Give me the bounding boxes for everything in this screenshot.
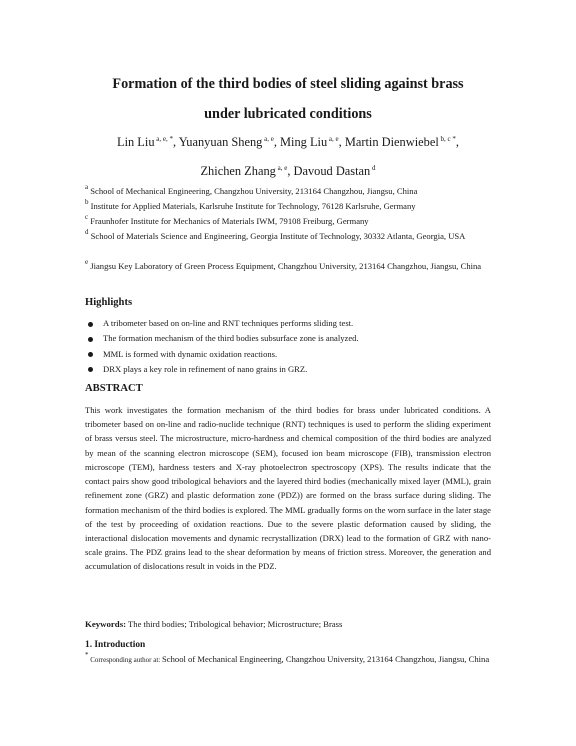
author-affil-mark: a, e	[275, 164, 288, 172]
author-name: Zhichen Zhang	[200, 164, 276, 178]
highlights-heading: Highlights	[85, 297, 133, 308]
author-name: , Davoud Dastan	[287, 164, 371, 178]
affiliation-e: $^e$ Jiangsu Key Laboratory of Green Process Equipment, Changzhou University, 213164 Changzhou, Jiangsu, China	[85, 258, 482, 271]
list-item: MML is formed with dynamic oxidation reactions.	[88, 349, 508, 364]
footnote-mark: *	[85, 651, 89, 659]
author-affil-mark: a, e	[327, 135, 339, 143]
affiliation-c: $^c$ Fraunhofer Institute for Mechanics of Materials IWM, 79108 Freiburg, Germany	[85, 213, 369, 226]
list-item: The formation mechanism of the third bodies subsurface zone is analyzed.	[88, 333, 508, 348]
keywords-label: Keywords:	[85, 619, 127, 629]
abstract-heading: ABSTRACT	[85, 383, 143, 394]
author-name: , Martin Dienwiebel	[338, 135, 439, 149]
paper-title-line-2: under lubricated conditions	[204, 106, 372, 122]
footnote-lead: Corresponding author at:	[88, 656, 162, 664]
author-name: , Yuanyuan Sheng	[172, 135, 263, 149]
bullet-icon	[88, 352, 93, 357]
bullet-icon	[88, 367, 93, 372]
author-affil-mark: a, e	[262, 135, 274, 143]
author-name: Lin Liu	[117, 135, 155, 149]
affiliation-b: $^b$ Institute for Applied Materials, Karlsruhe Institute for Technology, 76128 Karlsruhe, Germany	[85, 198, 416, 211]
list-item: A tribometer based on on-line and RNT techniques performs sliding test.	[88, 318, 508, 333]
affiliation-a: $^a$ School of Mechanical Engineering, Changzhou University, 213164 Changzhou, Jiangsu, China	[85, 183, 418, 196]
keywords-text: The third bodies; Tribological behavior; Microstructure; Brass	[126, 619, 343, 629]
author-affil-mark: d	[370, 164, 376, 172]
section-heading-introduction: 1. Introduction	[85, 640, 146, 650]
author-affil-mark: a, e, *	[154, 135, 173, 143]
paper-title-line-1: Formation of the third bodies of steel sliding against brass	[112, 76, 464, 92]
author-line-1	[40, 135, 536, 150]
footnote-text: School of Mechanical Engineering, Changzhou University, 213164 Changzhou, Jiangsu, China	[162, 654, 490, 664]
affiliation-d: $^d$ School of Materials Science and Engineering, Georgia Institute of Technology, 30332 Atlanta, Georgia, USA	[85, 228, 466, 241]
keywords	[85, 619, 491, 629]
abstract-body: This work investigates the formation mechanism of the third bodies for brass under lubricated conditions. A tribometer based on on-line and radio-nuclide technique (RNT) techniques is used to perform the sliding experiment of brass versus steel. The microstructure, micro-hardness and chemical composition of the third bodies are analyzed by mean of the scanning electron microscope (SEM), focused ion beam microscope (FIB), transmission electron microscope (TEM), hardness testers and X-ray photoelectron spectroscopy (XPS). The results indicate that the contact pairs show good tribological behaviors and the layered third bodies (mechanically mixed layer (MML), grain refinement zone (GRZ) and plastic deformation zone (PDZ)) are formed on the brass surface during sliding. The formation mechanism of the third bodies is explored. The MML gradually forms on the worn surface in the later stage of the test by proceeding of oxidation reactions. Due to the severe plastic deformation caused by sliding, the interactional dislocation movements and dynamic recrystallization (DRX) lead to the formation of GRZ with nano-scale grains. The PDZ grains lead to the shear deformation by means of friction stress. Moreover, the generation and accumulation of dislocations result in voids in the PDZ.	[85, 405, 491, 572]
author-name: , Ming Liu	[273, 135, 328, 149]
author-line-2	[40, 164, 536, 179]
highlights-list	[88, 318, 508, 379]
bullet-icon	[88, 337, 93, 342]
author-separator: ,	[455, 135, 459, 149]
author-affil-mark: b, c *	[438, 135, 456, 143]
bullet-icon	[88, 322, 93, 327]
corresponding-author-footnote	[85, 653, 491, 668]
list-item: DRX plays a key role in refinement of nano grains in GRZ.	[88, 364, 508, 379]
